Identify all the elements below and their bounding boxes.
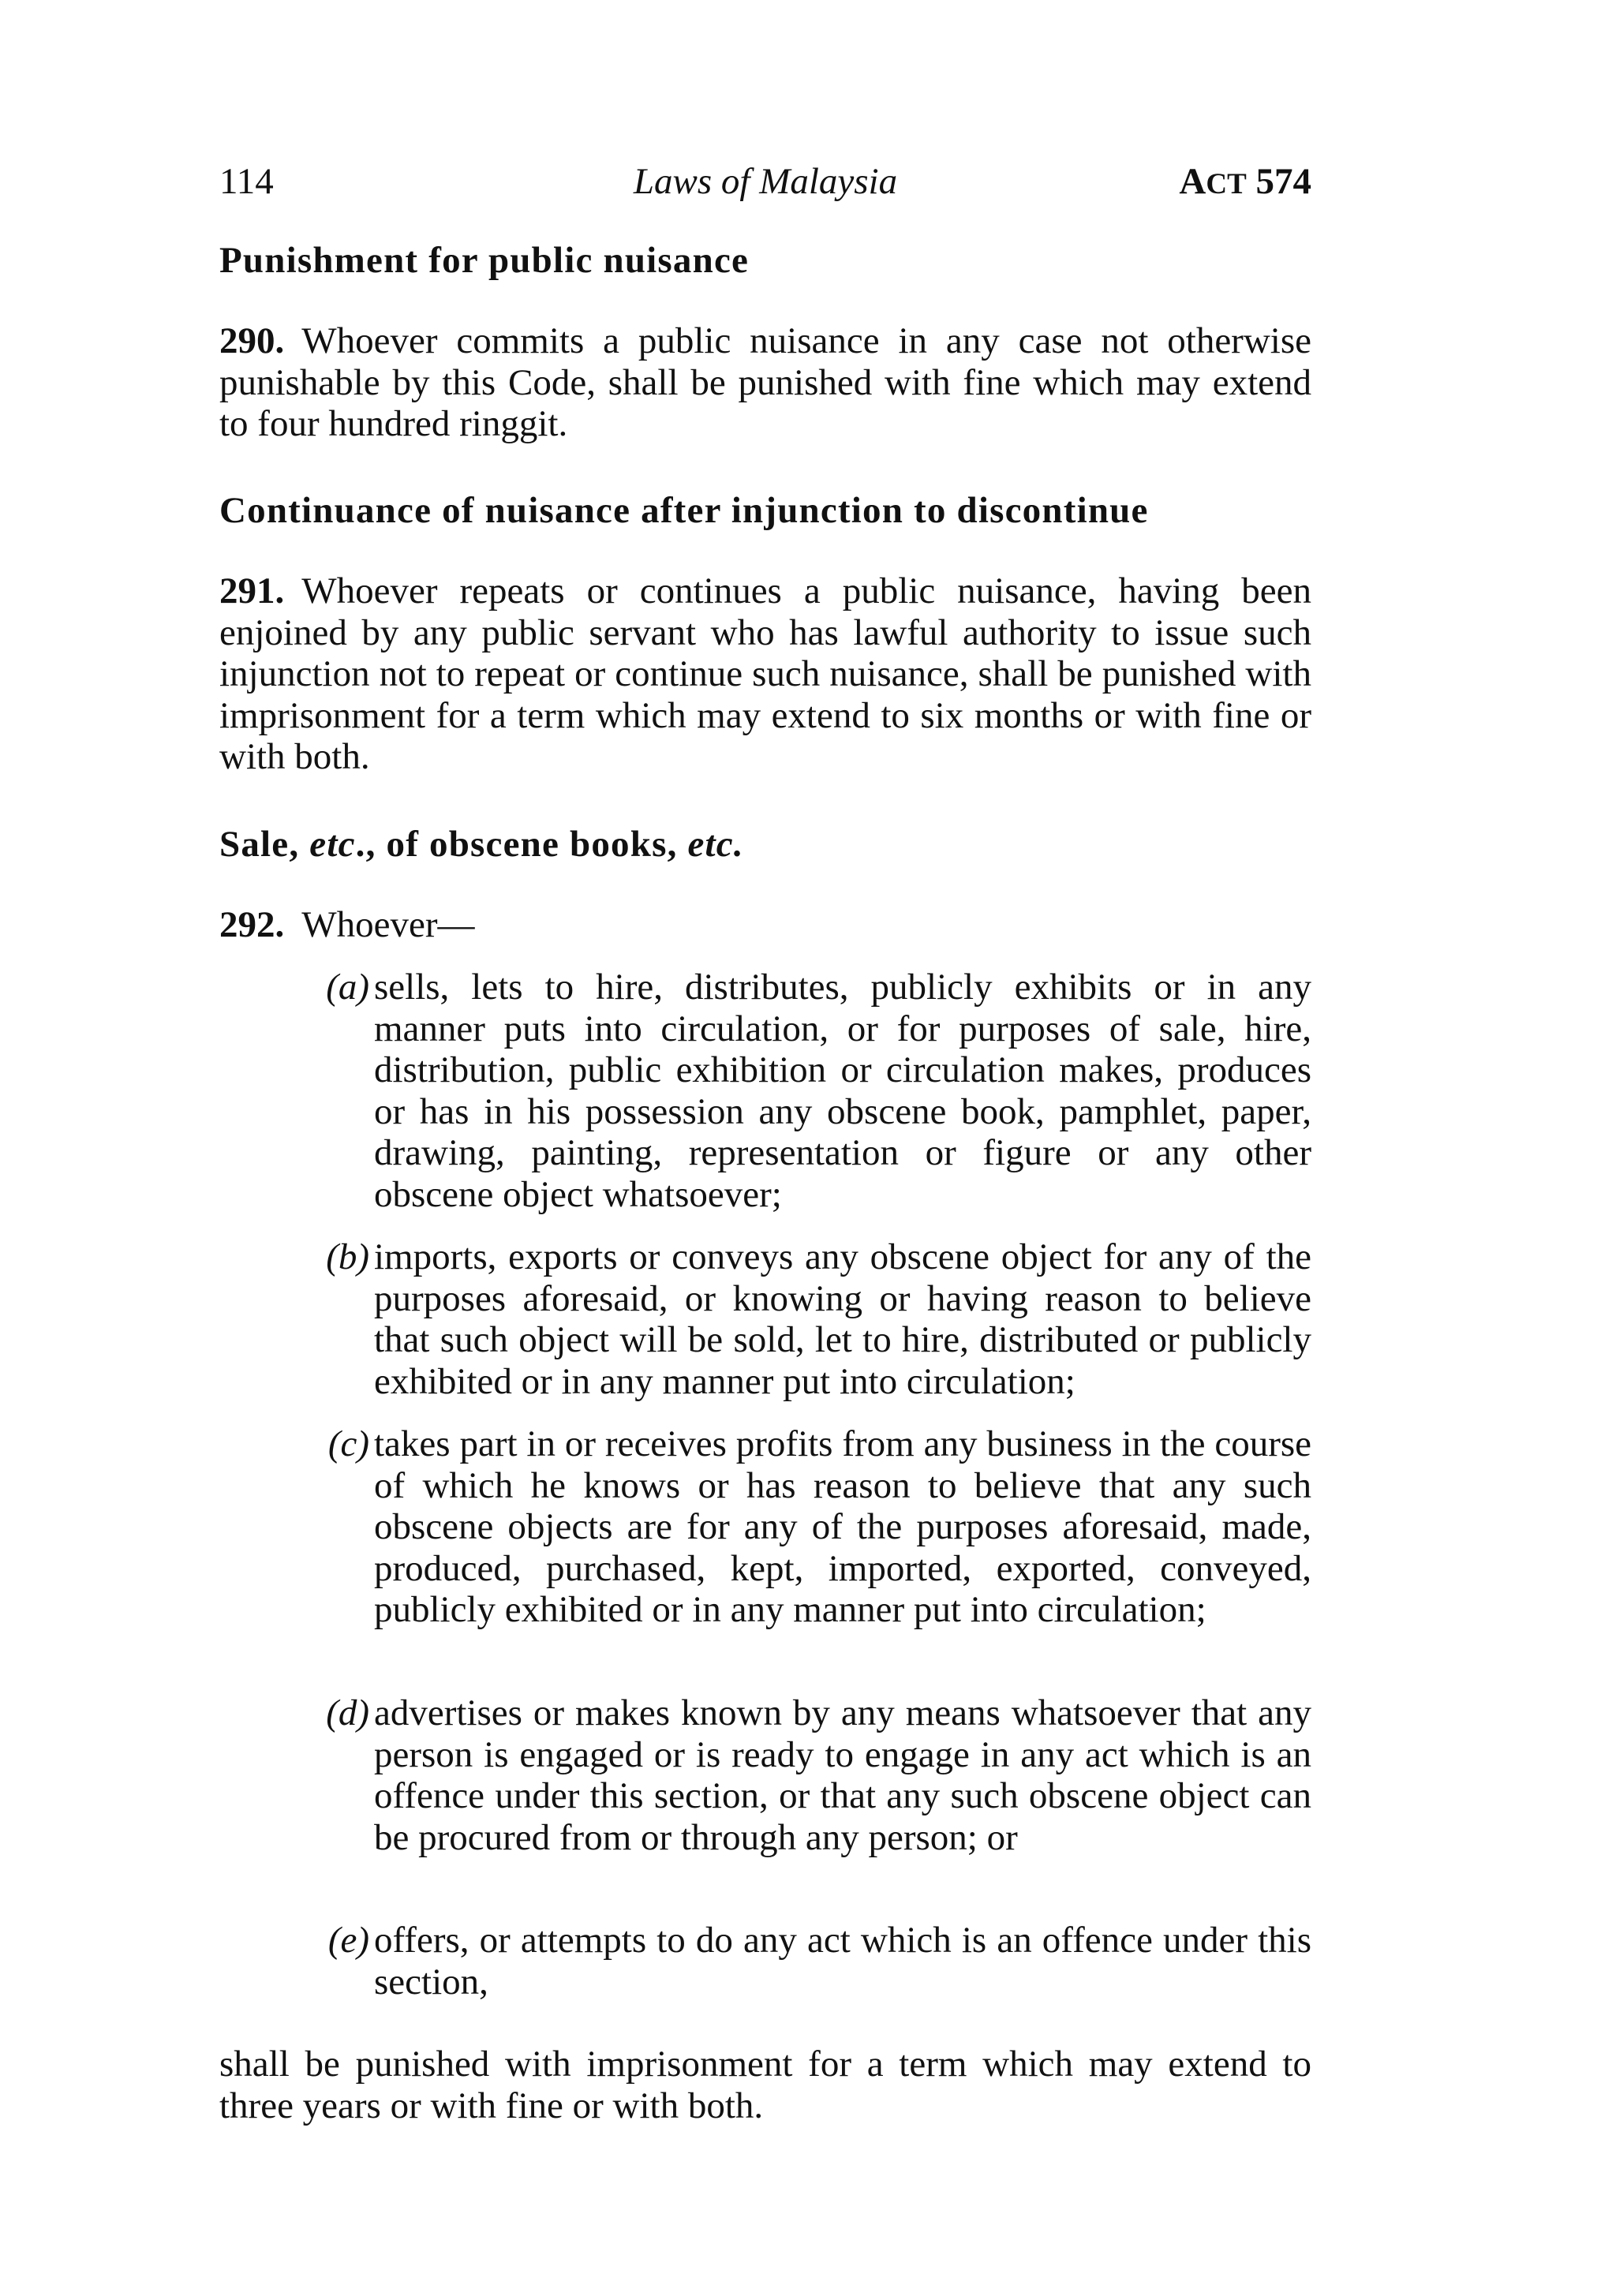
heading-italic-etc: etc. [687, 824, 744, 865]
section-292-intro-text: Whoever— [301, 904, 475, 945]
section-290-number: 290. [219, 320, 285, 361]
section-291-text: Whoever repeats or continues a public nuisance, having been enjoined by any public servant who has lawful authority to issue such injunction not to repeat or continue such nuisance, shall be punished with imprisonment for a term which may extend to six months or with fine or with both. [219, 570, 1311, 777]
section-292-number: 292. [219, 904, 285, 945]
item-label: (d) [326, 1692, 369, 1733]
heading-text: Sale, [219, 824, 310, 865]
item-text: advertises or makes known by any means whatsoever that any person is engaged or is ready to engage in any act which is an offence under this section, or that any such obscene object can be procured from or through any person; or [374, 1692, 1311, 1858]
act-label-rest: CT [1206, 168, 1247, 200]
section-292-closing: shall be punished with imprisonment for a term which may extend to three years or with fine or with both. [219, 2044, 1311, 2126]
section-292-intro [219, 904, 1311, 946]
section-290-paragraph [219, 320, 1311, 445]
item-label: (b) [326, 1236, 369, 1277]
act-reference [1179, 158, 1311, 208]
heading-text: ., of obscene books, [355, 824, 688, 865]
section-290-text: Whoever commits a public nuisance in any case not otherwise punishable by this Code, shall be punished with fine which may extend to four hundred ringgit. [219, 320, 1311, 444]
section-291-number: 291. [219, 570, 285, 611]
heading-italic-etc: etc [309, 824, 356, 865]
act-number: 574 [1255, 161, 1311, 202]
section-290-heading: Punishment for public nuisance [219, 240, 750, 281]
item-label: (c) [327, 1423, 369, 1464]
section-292-heading [219, 821, 744, 868]
section-291-heading: Continuance of nuisance after injunction to discontinue [219, 490, 1149, 531]
document-page [219, 0, 1311, 2296]
section-291-paragraph [219, 570, 1311, 778]
item-text: sells, lets to hire, distributes, publicly exhibits or in any manner puts into circulation, or for purposes of sale, hire, distribution, public exhibition or circulation makes, produces or has in his possession any obscene book, pamphlet, paper, drawing, painting, representation or figure or any other obscene object whatsoever; [374, 967, 1311, 1215]
act-label-initial: A [1179, 161, 1206, 202]
running-head-title: Laws of Malaysia [633, 161, 898, 202]
item-label: (e) [327, 1920, 369, 1961]
item-text: offers, or attempts to do any act which is an offence under this section, [374, 1920, 1311, 2002]
item-text: takes part in or receives profits from any business in the course of which he knows or has reason to believe that any such obscene objects are for any of the purposes aforesaid, made, produced, purchased, kept, imported, exported, conveyed, publicly exhibited or in any manner put into circulation; [374, 1423, 1311, 1630]
page-number: 114 [219, 161, 274, 202]
item-text: imports, exports or conveys any obscene object for any of the purposes aforesaid, or knowing or having reason to believe that such object will be sold, let to hire, distributed or publicly exhibited or in any manner put into circulation; [374, 1236, 1311, 1402]
item-label: (a) [326, 967, 369, 1008]
running-head [219, 158, 1311, 205]
